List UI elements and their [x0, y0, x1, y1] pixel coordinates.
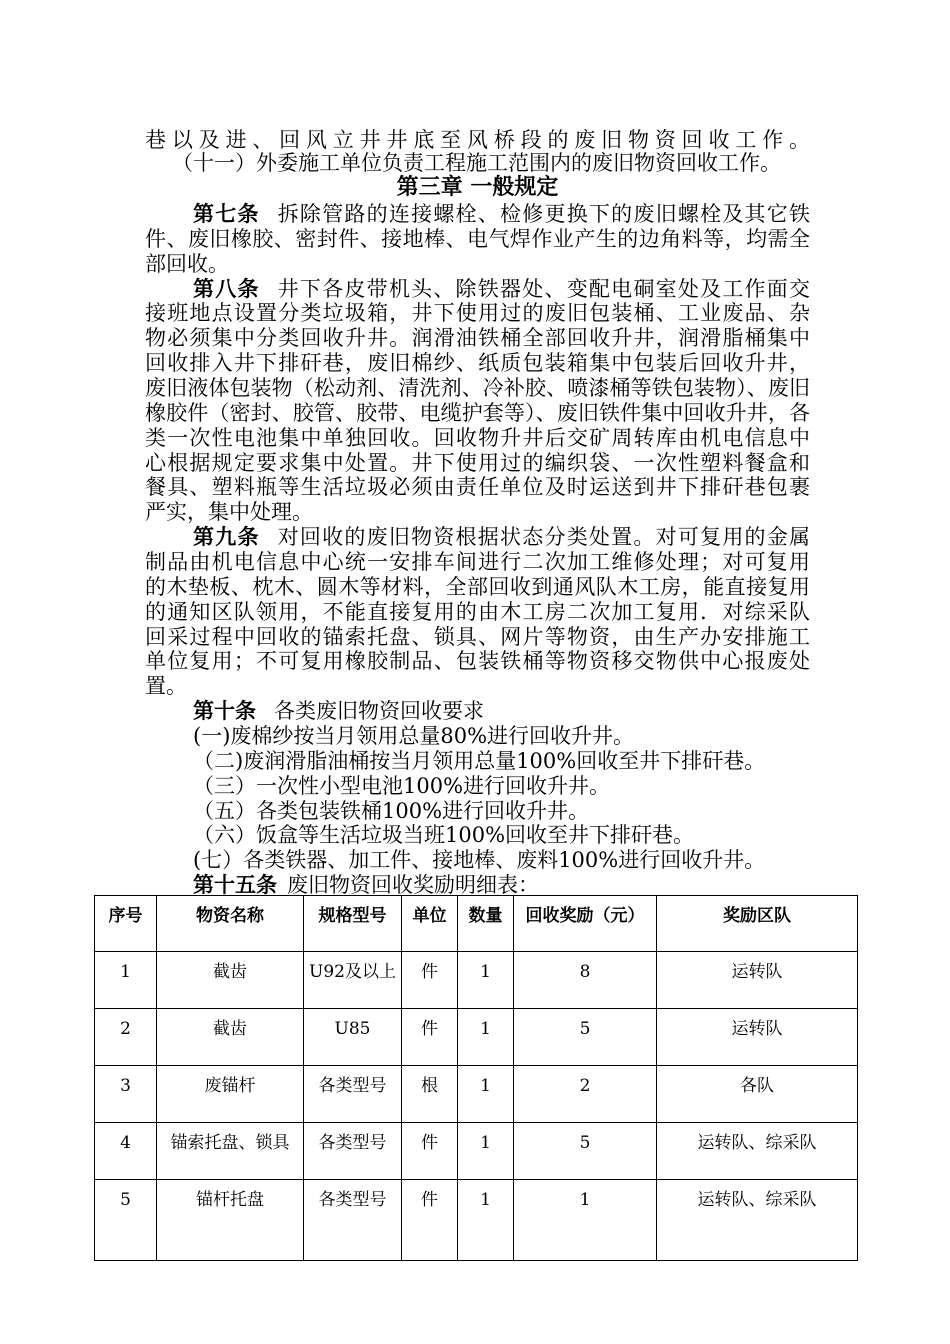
cell-unit: 件 [402, 1180, 458, 1261]
cell-index: 4 [95, 1123, 157, 1180]
reward-table [94, 895, 858, 1261]
article8-line-8: 心根据规定要求集中处置。井下使用过的编织袋、一次性塑料餐盒和 [145, 451, 810, 475]
cell-unit: 件 [402, 1009, 458, 1066]
cell-index: 3 [95, 1066, 157, 1123]
cell-index: 1 [95, 952, 157, 1009]
header-quantity: 数量 [458, 896, 514, 952]
cell-reward: 2 [514, 1066, 657, 1123]
article8-line-4: 回收排入井下排矸巷，废旧棉纱、纸质包装箱集中包装后回收升井， [145, 351, 810, 375]
table-row [95, 1123, 858, 1180]
header-unit: 单位 [402, 896, 458, 952]
article10-label: 第十条 [193, 698, 256, 723]
cell-index: 5 [95, 1180, 157, 1261]
cell-material-name: 截齿 [157, 1009, 304, 1066]
table-header-row [95, 896, 858, 952]
article7-line-2: 件、废旧橡胶、密封件、接地棒、电气焊作业产生的边角料等，均需全 [145, 227, 810, 251]
article7-line-3: 部回收。 [145, 252, 229, 276]
cell-unit: 件 [402, 952, 458, 1009]
cell-team: 运转队、综采队 [657, 1123, 858, 1180]
article10-item-2: （二)废润滑脂油桶按当月领用总量100%回收至井下排矸巷。 [193, 749, 766, 773]
article9-line-7: 置。 [145, 674, 187, 698]
article9-line-2: 制品由机电信息中心统一安排车间进行二次加工维修处理；对可复用 [145, 550, 810, 574]
cell-unit: 件 [402, 1123, 458, 1180]
article15-label: 第十五条 [193, 872, 277, 897]
article7-label: 第七条 [193, 201, 260, 226]
cell-material-name: 锚杆托盘 [157, 1180, 304, 1261]
article8-line-6: 橡胶件（密封、胶管、胶带、电缆护套等）、废旧铁件集中回收升井，各 [145, 401, 810, 425]
intro-line-2: （十一）外委施工单位负责工程施工范围内的废旧物资回收工作。 [172, 151, 781, 175]
cell-team: 运转队 [657, 952, 858, 1009]
cell-team: 运转队、综采队 [657, 1180, 858, 1261]
article10-item-5: （六）饭盒等生活垃圾当班100%回收至井下排矸巷。 [193, 823, 695, 847]
intro-line-1: 巷以及进、回风立井井底至风桥段的废旧物资回收工作。 [145, 128, 810, 152]
header-reward: 回收奖励（元） [514, 896, 657, 952]
article9-label: 第九条 [193, 524, 260, 549]
article10-item-4: （五）各类包装铁桶100%进行回收升井。 [193, 799, 590, 823]
cell-reward: 8 [514, 952, 657, 1009]
article10-item-1: (一)废棉纱按当月领用总量80%进行回收升井。 [193, 724, 635, 748]
header-material-name: 物资名称 [157, 896, 304, 952]
cell-index: 2 [95, 1009, 157, 1066]
cell-quantity: 1 [458, 1009, 514, 1066]
cell-quantity: 1 [458, 952, 514, 1009]
article8-line-7: 类一次性电池集中单独回收。回收物升井后交矿周转库由机电信息中 [145, 426, 810, 450]
article10-heading: 第十条 各类废旧物资回收要求 [193, 698, 484, 723]
header-index: 序号 [95, 896, 157, 952]
table-row [95, 1180, 858, 1261]
chapter-title: 第三章 一般规定 [396, 174, 559, 200]
cell-spec: U85 [304, 1009, 402, 1066]
article10-item-3: （三）一次性小型电池100%进行回收升井。 [193, 774, 611, 798]
article9-line-3: 的木垫板、枕木、圆木等材料，全部回收到通风队木工房，能直接复用 [145, 575, 810, 599]
cell-unit: 根 [402, 1066, 458, 1123]
cell-spec: U92及以上 [304, 952, 402, 1009]
article15-heading: 第十五条 废旧物资回收奖励明细表： [193, 872, 539, 897]
article8-line-1: 第八条 井下各皮带机头、除铁器处、变配电硐室处及工作面交 [193, 276, 811, 301]
cell-team: 各队 [657, 1066, 858, 1123]
article9-line-1: 第九条 对回收的废旧物资根据状态分类处置。对可复用的金属 [193, 524, 811, 549]
article9-line-4: 的通知区队领用，不能直接复用的由木工房二次加工复用．对综采队 [145, 600, 810, 624]
article8-line-2: 接班地点设置分类垃圾箱，井下使用过的废旧包装桶、工业废品、杂 [145, 301, 810, 325]
article8-label: 第八条 [193, 276, 260, 301]
article9-line-5: 回采过程中回收的锚索托盘、锁具、网片等物资，由生产办安排施工 [145, 625, 810, 649]
table-row [95, 1066, 858, 1123]
table-row [95, 1009, 858, 1066]
cell-quantity: 1 [458, 1066, 514, 1123]
table-row [95, 952, 858, 1009]
article7-line-1: 第七条 拆除管路的连接螺栓、检修更换下的废旧螺栓及其它铁 [193, 201, 811, 226]
cell-reward: 1 [514, 1180, 657, 1261]
article10-item-6: (七）各类铁器、加工件、接地棒、废料100%进行回收升井。 [193, 848, 766, 872]
article8-line-5: 废旧液体包装物（松动剂、清洗剂、冷补胶、喷漆桶等铁包装物）、废旧 [145, 376, 810, 400]
cell-material-name: 锚索托盘、锁具 [157, 1123, 304, 1180]
header-spec: 规格型号 [304, 896, 402, 952]
article9-line-6: 单位复用；不可复用橡胶制品、包装铁桶等物资移交物供中心报废处 [145, 649, 810, 673]
cell-spec: 各类型号 [304, 1180, 402, 1261]
cell-team: 运转队 [657, 1009, 858, 1066]
header-team: 奖励区队 [657, 896, 858, 952]
cell-spec: 各类型号 [304, 1066, 402, 1123]
article8-line-9: 餐具、塑料瓶等生活垃圾必须由责任单位及时运送到井下排矸巷包裹 [145, 475, 810, 499]
cell-quantity: 1 [458, 1180, 514, 1261]
article8-line-10: 严实，集中处理。 [145, 500, 313, 524]
cell-reward: 5 [514, 1123, 657, 1180]
cell-reward: 5 [514, 1009, 657, 1066]
cell-material-name: 截齿 [157, 952, 304, 1009]
cell-spec: 各类型号 [304, 1123, 402, 1180]
cell-quantity: 1 [458, 1123, 514, 1180]
article8-line-3: 物必须集中分类回收升井。润滑油铁桶全部回收升井，润滑脂桶集中 [145, 326, 810, 350]
cell-material-name: 废锚杆 [157, 1066, 304, 1123]
